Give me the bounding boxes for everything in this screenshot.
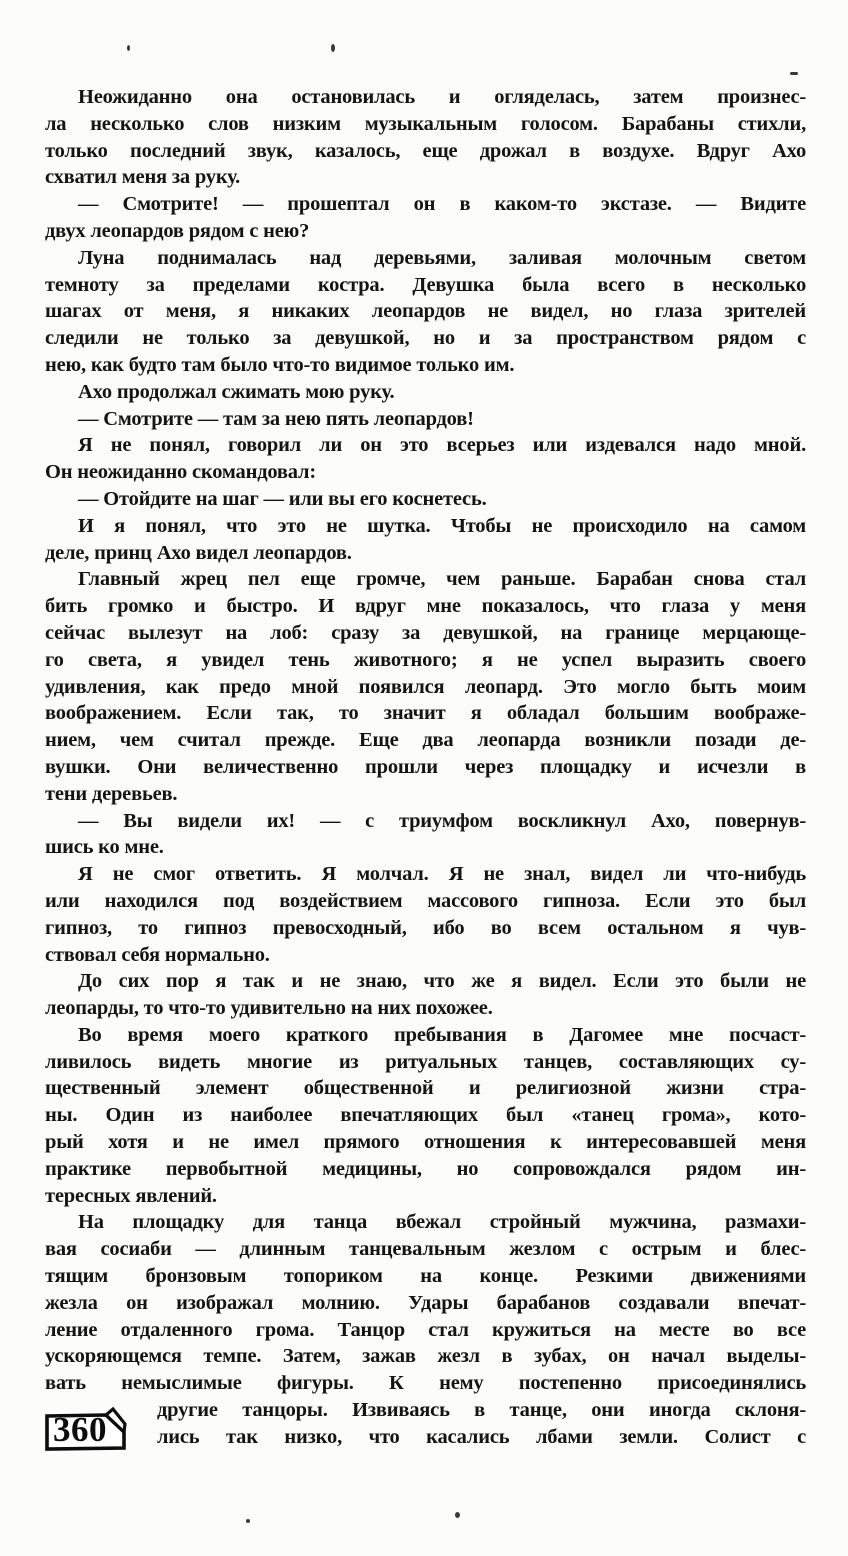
text-line: жезла он изображал молнию. Удары барабанов создавали впечат- — [45, 1291, 806, 1314]
text-line: На площадку для танца вбежал стройный мужчина, размахи- — [78, 1211, 806, 1234]
text-line: Главный жрец пел еще громче, чем раньше. Барабан снова стал — [78, 568, 806, 591]
text-line: бить громко и быстро. И вдруг мне показалось, что глаза у меня — [45, 595, 806, 618]
page-number-badge — [44, 1405, 140, 1453]
text-line: вушки. Они величественно прошли через площадку и исчезли в — [45, 755, 806, 778]
text-line: И я понял, что это не шутка. Чтобы не происходило на самом — [78, 514, 806, 537]
text-line: практике первобытной медицины, но сопровождался рядом ин- — [45, 1157, 806, 1180]
text-line: — Отойдите на шаг — или вы его коснетесь. — [78, 487, 487, 510]
scan-speck — [455, 1512, 460, 1518]
text-line: — Смотрите! — прошептал он в каком-то экстазе. — Видите — [78, 193, 806, 216]
scan-speck — [127, 45, 130, 51]
text-line: тени деревьев. — [45, 782, 178, 805]
text-line: деле, принц Ахо видел леопардов. — [45, 541, 352, 564]
text-line: воображением. Если так, то значит я обладал большим воображе- — [45, 702, 806, 725]
text-line: темноту за пределами костра. Девушка была всего в несколько — [45, 273, 806, 296]
text-line: рый хотя и не имел прямого отношения к интересовавшей меня — [45, 1131, 806, 1154]
text-line: тересных явлений. — [45, 1184, 217, 1207]
page-number: 360 — [53, 1410, 107, 1449]
text-line: — Вы видели их! — с триумфом воскликнул Ахо, повернув- — [78, 809, 806, 832]
text-line: следили не только за девушкой, но и за пространством рядом с — [45, 327, 806, 350]
text-line: двух леопардов рядом с нею? — [45, 219, 310, 242]
text-line: Во время моего краткого пребывания в Дагомее мне посчаст- — [78, 1023, 806, 1046]
text-line: ны. Один из наиболее впечатляющих был «танец грома», кото- — [45, 1104, 806, 1127]
text-line: вать немыслимые фигуры. К нему постепенно присоединялись — [45, 1372, 806, 1395]
text-line: ла несколько слов низким музыкальным голосом. Барабаны стихли, — [45, 112, 806, 135]
text-line: тящим бронзовым топориком на конце. Резкими движениями — [45, 1265, 806, 1288]
text-line: ление отдаленного грома. Танцор стал кружиться на месте во все — [45, 1318, 806, 1341]
text-line: шагах от меня, я никаких леопардов не видел, но глаза зрителей — [45, 300, 806, 323]
scan-speck — [246, 1519, 250, 1523]
text-line: нею, как будто там было что-то видимое только им. — [45, 353, 515, 376]
text-line: Я не понял, говорил ли он это всерьез или издевался надо мной. — [78, 434, 806, 457]
text-line: — Смотрите — там за нею пять леопардов! — [78, 407, 474, 430]
scan-speck — [331, 44, 335, 52]
text-line: лись так низко, что касались лбами земли. Солист с — [157, 1425, 806, 1448]
text-line: сейчас вылезут на лоб: сразу за девушкой, на границе мерцающе- — [45, 621, 806, 644]
text-line: или находился под воздействием массового гипноза. Если это был — [45, 889, 806, 912]
text-line: шись ко мне. — [45, 836, 164, 859]
text-line: ствовал себя нормально. — [45, 943, 270, 966]
text-line: ливилось видеть многие из ритуальных танцев, составляющих су- — [45, 1050, 806, 1073]
text-line: ускоряющемся темпе. Затем, зажав жезл в зубах, он начал выделы- — [45, 1345, 806, 1368]
text-line: другие танцоры. Извиваясь в танце, они иногда склоня- — [157, 1399, 806, 1422]
text-line: Луна поднималась над деревьями, заливая молочным светом — [78, 246, 806, 269]
text-block — [45, 84, 806, 1451]
text-line: вая сосиаби — длинным танцевальным жезлом с острым и блес- — [45, 1238, 806, 1261]
text-line: нием, чем считал прежде. Еще два леопарда возникли позади де- — [45, 729, 806, 752]
text-line: Я не смог ответить. Я молчал. Я не знал, видел ли что-нибудь — [78, 863, 806, 886]
text-line: Неожиданно она остановилась и огляделась, затем произнес- — [78, 86, 806, 108]
text-line: го света, я увидел тень животного; я не успел выразить своего — [45, 648, 806, 671]
text-line: Ахо продолжал сжимать мою руку. — [78, 380, 395, 403]
text-line: гипноз, то гипноз превосходный, ибо во всем остальном я чув- — [45, 916, 806, 939]
text-line: Он неожиданно скомандовал: — [45, 461, 316, 484]
text-line: леопарды, то что-то удивительно на них похожее. — [45, 997, 493, 1020]
text-line: щественный элемент общественной и религиозной жизни стра- — [45, 1077, 806, 1100]
scan-speck — [790, 72, 798, 75]
text-line: схватил меня за руку. — [45, 166, 241, 189]
text-line: только последний звук, казалось, еще дрожал в воздухе. Вдруг Ахо — [45, 139, 806, 162]
text-line: До сих пор я так и не знаю, что же я видел. Если это были не — [78, 970, 806, 993]
text-line: удивления, как предо мной появился леопард. Это могло быть моим — [45, 675, 806, 698]
